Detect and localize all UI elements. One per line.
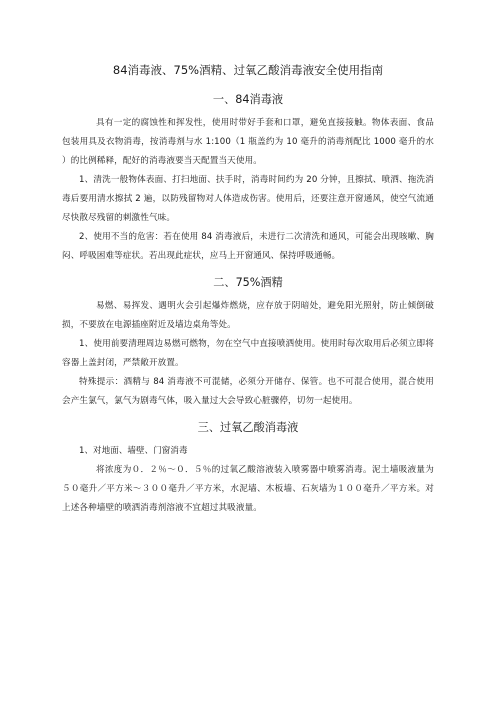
document-title: 84消毒液、75%酒精、过氧乙酸消毒液安全使用指南: [112, 63, 384, 77]
paragraph: 1、清洗一般物体表面、打扫地面、扶手时，消毒时间约为 20 分钟，且擦拭、喷洒、拖洗消毒后要用清水擦拭 2 遍，以防残留物对人体造成伤害。使用后，还要注意开窗通风，使空气流通尽快散尽残留的刺激性气味。: [62, 175, 434, 223]
subheading: 1、对地面、墙壁、门窗消毒: [79, 446, 188, 456]
paragraph: 将浓度为０．２％～０．５％的过氧乙酸溶液装入喷雾器中喷雾消毒。泥土墙吸液量为５０毫升／平方米～３００毫升／平方米，水泥墙、木板墙、石灰墙为１００毫升／平方米。对上述各种墙壁的喷洒消毒剂溶液不宜超过其吸液量。: [62, 465, 434, 513]
section-heading-alcohol: 二、75%酒精: [213, 276, 283, 289]
section-heading-84: 一、84消毒液: [212, 93, 284, 106]
paragraph: 易燃、易挥发、遇明火会引起爆炸燃烧，应存放于阴暗处，避免阳光照射，防止倾倒破损，不要放在电源插座附近及墙边桌角等处。: [62, 301, 434, 330]
section-heading-peracetic: 三、过氧乙酸消毒液: [197, 421, 299, 434]
paragraph: 具有一定的腐蚀性和挥发性，使用时带好手套和口罩，避免直接接触。物体表面、食品包装用具及衣物消毒，按消毒剂与水 1:100（1 瓶盖约为 10 毫升的消毒剂配比 1000 毫升的水 ）的比例稀释，配好的消毒液要当天配置当天使用。: [62, 118, 434, 166]
paragraph: 1、使用前要清理周边易燃可燃物，勿在空气中直接喷洒使用。使用时每次取用后必须立即将容器上盖封闭，严禁敞开放置。: [62, 339, 434, 368]
paragraph: 2、使用不当的危害：若在使用 84 消毒液后，未进行二次清洗和通风，可能会出现咳嗽、胸闷、呼吸困难等症状。若出现此症状，应马上开窗通风、保持呼吸通畅。: [62, 232, 434, 261]
paragraph: 特殊提示：酒精与 84 消毒液不可混储，必须分开储存、保管。也不可混合使用，混合使用会产生氯气，氯气为剧毒气体，吸入量过大会导致心脏骤停，切勿一起使用。: [62, 377, 434, 406]
